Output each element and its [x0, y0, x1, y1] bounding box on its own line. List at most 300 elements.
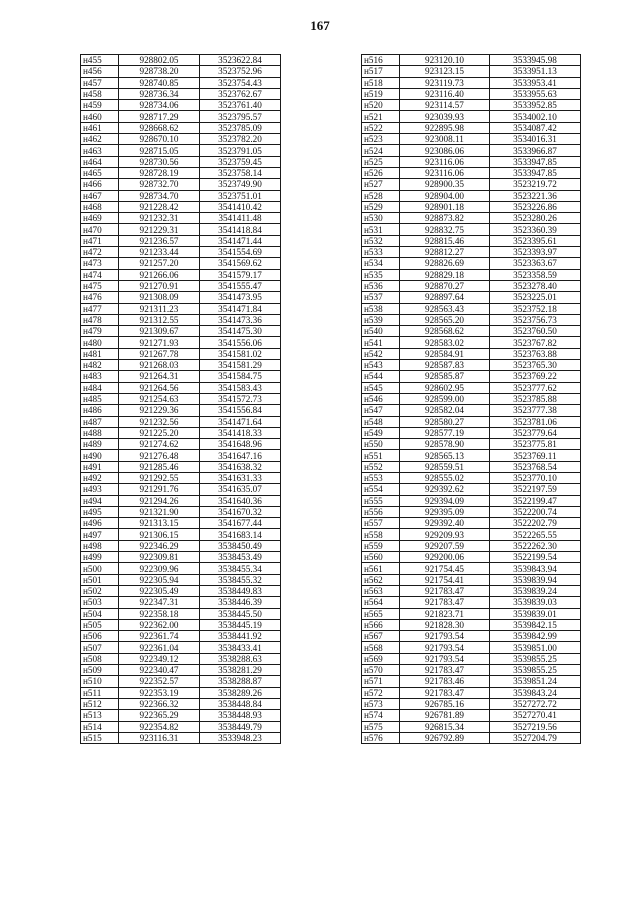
point-id: н471 — [81, 235, 119, 246]
x-coordinate: 923039.93 — [400, 111, 490, 122]
table-row — [81, 698, 281, 709]
y-coordinate: 3523768.54 — [490, 461, 581, 472]
y-coordinate: 3523754.43 — [200, 77, 281, 88]
point-id: н495 — [81, 506, 119, 517]
point-id: н463 — [81, 145, 119, 156]
table-row — [362, 213, 581, 224]
table-row — [362, 416, 581, 427]
point-id: н484 — [81, 382, 119, 393]
x-coordinate: 921306.15 — [119, 529, 200, 540]
x-coordinate: 921233.44 — [119, 247, 200, 258]
y-coordinate: 3527204.79 — [490, 732, 581, 743]
table-row — [362, 676, 581, 687]
y-coordinate: 3523760.50 — [490, 326, 581, 337]
y-coordinate: 3523770.10 — [490, 472, 581, 483]
table-row — [362, 224, 581, 235]
x-coordinate: 928563.43 — [400, 303, 490, 314]
table-row — [81, 292, 281, 303]
point-id: н575 — [362, 721, 400, 732]
point-id: н474 — [81, 269, 119, 280]
table-row — [81, 235, 281, 246]
x-coordinate: 928728.19 — [119, 167, 200, 178]
table-row — [362, 190, 581, 201]
table-row — [81, 348, 281, 359]
table-row — [81, 427, 281, 438]
x-coordinate: 928826.69 — [400, 258, 490, 269]
y-coordinate: 3522199.54 — [490, 552, 581, 563]
table-row — [81, 303, 281, 314]
y-coordinate: 3534002.10 — [490, 111, 581, 122]
table-row — [81, 653, 281, 664]
point-id: н468 — [81, 201, 119, 212]
y-coordinate: 3541677.44 — [200, 518, 281, 529]
y-coordinate: 3523226.86 — [490, 201, 581, 212]
y-coordinate: 3527219.56 — [490, 721, 581, 732]
y-coordinate: 3533955.63 — [490, 88, 581, 99]
y-coordinate: 3539842.15 — [490, 619, 581, 630]
table-row — [362, 461, 581, 472]
x-coordinate: 928668.62 — [119, 122, 200, 133]
point-id: н531 — [362, 224, 400, 235]
point-id: н505 — [81, 619, 119, 630]
x-coordinate: 921254.63 — [119, 393, 200, 404]
y-coordinate: 3538445.19 — [200, 619, 281, 630]
y-coordinate: 3522202.79 — [490, 518, 581, 529]
point-id: н525 — [362, 156, 400, 167]
point-id: н506 — [81, 631, 119, 642]
y-coordinate: 3523622.84 — [200, 55, 281, 66]
y-coordinate: 3541411.48 — [200, 213, 281, 224]
x-coordinate: 921312.55 — [119, 314, 200, 325]
table-row — [81, 190, 281, 201]
table-row — [362, 619, 581, 630]
point-id: н546 — [362, 393, 400, 404]
x-coordinate: 921268.03 — [119, 360, 200, 371]
point-id: н478 — [81, 314, 119, 325]
point-id: н460 — [81, 111, 119, 122]
x-coordinate: 929394.09 — [400, 495, 490, 506]
point-id: н538 — [362, 303, 400, 314]
table-row — [81, 224, 281, 235]
x-coordinate: 922365.29 — [119, 710, 200, 721]
table-row — [81, 134, 281, 145]
y-coordinate: 3541583.43 — [200, 382, 281, 393]
point-id: н548 — [362, 416, 400, 427]
point-id: н459 — [81, 100, 119, 111]
point-id: н455 — [81, 55, 119, 66]
y-coordinate: 3541555.47 — [200, 280, 281, 291]
y-coordinate: 3538449.83 — [200, 585, 281, 596]
x-coordinate: 921276.48 — [119, 450, 200, 461]
x-coordinate: 928555.02 — [400, 472, 490, 483]
x-coordinate: 928812.27 — [400, 247, 490, 258]
x-coordinate: 928734.70 — [119, 190, 200, 201]
table-row — [81, 619, 281, 630]
x-coordinate: 922352.57 — [119, 676, 200, 687]
table-row — [362, 326, 581, 337]
y-coordinate: 3523777.62 — [490, 382, 581, 393]
point-id: н541 — [362, 337, 400, 348]
y-coordinate: 3539843.24 — [490, 687, 581, 698]
point-id: н549 — [362, 427, 400, 438]
y-coordinate: 3523785.09 — [200, 122, 281, 133]
point-id: н457 — [81, 77, 119, 88]
table-row — [362, 393, 581, 404]
point-id: н572 — [362, 687, 400, 698]
table-row — [362, 235, 581, 246]
table-row — [81, 518, 281, 529]
y-coordinate: 3523791.05 — [200, 145, 281, 156]
x-coordinate: 922353.19 — [119, 687, 200, 698]
table-row — [362, 439, 581, 450]
point-id: н467 — [81, 190, 119, 201]
point-id: н480 — [81, 337, 119, 348]
table-row — [362, 201, 581, 212]
y-coordinate: 3523782.20 — [200, 134, 281, 145]
y-coordinate: 3539839.01 — [490, 608, 581, 619]
point-id: н547 — [362, 405, 400, 416]
point-id: н516 — [362, 55, 400, 66]
point-id: н561 — [362, 563, 400, 574]
y-coordinate: 3541471.84 — [200, 303, 281, 314]
point-id: н558 — [362, 529, 400, 540]
point-id: н564 — [362, 597, 400, 608]
point-id: н555 — [362, 495, 400, 506]
y-coordinate: 3523762.67 — [200, 88, 281, 99]
x-coordinate: 923008.11 — [400, 134, 490, 145]
table-row — [362, 134, 581, 145]
y-coordinate: 3539839.03 — [490, 597, 581, 608]
table-row — [362, 721, 581, 732]
y-coordinate: 3541473.95 — [200, 292, 281, 303]
x-coordinate: 926781.89 — [400, 710, 490, 721]
coordinates-table-left — [80, 54, 281, 744]
point-id: н567 — [362, 631, 400, 642]
point-id: н517 — [362, 66, 400, 77]
y-coordinate: 3523363.67 — [490, 258, 581, 269]
x-coordinate: 923114.57 — [400, 100, 490, 111]
table-row — [81, 77, 281, 88]
point-id: н515 — [81, 732, 119, 743]
table-row — [362, 585, 581, 596]
x-coordinate: 928738.20 — [119, 66, 200, 77]
y-coordinate: 3541418.33 — [200, 427, 281, 438]
x-coordinate: 921225.20 — [119, 427, 200, 438]
x-coordinate: 928870.27 — [400, 280, 490, 291]
y-coordinate: 3541572.73 — [200, 393, 281, 404]
y-coordinate: 3541554.69 — [200, 247, 281, 258]
x-coordinate: 921793.54 — [400, 642, 490, 653]
x-coordinate: 921828.30 — [400, 619, 490, 630]
point-id: н536 — [362, 280, 400, 291]
x-coordinate: 929395.09 — [400, 506, 490, 517]
y-coordinate: 3523393.97 — [490, 247, 581, 258]
y-coordinate: 3538288.63 — [200, 653, 281, 664]
y-coordinate: 3523752.18 — [490, 303, 581, 314]
x-coordinate: 921229.36 — [119, 405, 200, 416]
table-row — [81, 88, 281, 99]
coordinates-table-right-body — [362, 55, 581, 744]
x-coordinate: 928587.83 — [400, 360, 490, 371]
x-coordinate: 928578.90 — [400, 439, 490, 450]
point-id: н514 — [81, 721, 119, 732]
table-row — [81, 55, 281, 66]
point-id: н556 — [362, 506, 400, 517]
table-row — [81, 450, 281, 461]
y-coordinate: 3538455.34 — [200, 563, 281, 574]
table-row — [81, 439, 281, 450]
table-row — [362, 100, 581, 111]
x-coordinate: 928900.35 — [400, 179, 490, 190]
x-coordinate: 928815.46 — [400, 235, 490, 246]
x-coordinate: 922309.81 — [119, 552, 200, 563]
x-coordinate: 928568.62 — [400, 326, 490, 337]
table-row — [81, 145, 281, 156]
point-id: н472 — [81, 247, 119, 258]
point-id: н502 — [81, 585, 119, 596]
point-id: н510 — [81, 676, 119, 687]
y-coordinate: 3523767.82 — [490, 337, 581, 348]
point-id: н554 — [362, 484, 400, 495]
x-coordinate: 928802.05 — [119, 55, 200, 66]
y-coordinate: 3533948.23 — [200, 732, 281, 743]
table-row — [362, 269, 581, 280]
y-coordinate: 3539839.94 — [490, 574, 581, 585]
y-coordinate: 3522197.59 — [490, 484, 581, 495]
y-coordinate: 3523749.90 — [200, 179, 281, 190]
table-row — [81, 269, 281, 280]
x-coordinate: 922305.49 — [119, 585, 200, 596]
table-row — [81, 247, 281, 258]
point-id: н543 — [362, 360, 400, 371]
point-id: н499 — [81, 552, 119, 563]
point-id: н568 — [362, 642, 400, 653]
y-coordinate: 3523769.11 — [490, 450, 581, 461]
point-id: н520 — [362, 100, 400, 111]
x-coordinate: 922366.32 — [119, 698, 200, 709]
table-row — [81, 563, 281, 574]
x-coordinate: 921754.41 — [400, 574, 490, 585]
point-id: н518 — [362, 77, 400, 88]
x-coordinate: 921267.78 — [119, 348, 200, 359]
point-id: н535 — [362, 269, 400, 280]
y-coordinate: 3523219.72 — [490, 179, 581, 190]
x-coordinate: 928582.04 — [400, 405, 490, 416]
point-id: н544 — [362, 371, 400, 382]
x-coordinate: 921271.93 — [119, 337, 200, 348]
x-coordinate: 928897.64 — [400, 292, 490, 303]
table-row — [362, 495, 581, 506]
point-id: н522 — [362, 122, 400, 133]
x-coordinate: 929200.06 — [400, 552, 490, 563]
x-coordinate: 923086.06 — [400, 145, 490, 156]
x-coordinate: 923116.40 — [400, 88, 490, 99]
y-coordinate: 3538453.49 — [200, 552, 281, 563]
point-id: н533 — [362, 247, 400, 258]
y-coordinate: 3541584.75 — [200, 371, 281, 382]
y-coordinate: 3523779.64 — [490, 427, 581, 438]
x-coordinate: 928730.56 — [119, 156, 200, 167]
table-row — [362, 574, 581, 585]
point-id: н511 — [81, 687, 119, 698]
y-coordinate: 3541670.32 — [200, 506, 281, 517]
y-coordinate: 3541556.06 — [200, 337, 281, 348]
x-coordinate: 921783.46 — [400, 676, 490, 687]
point-id: н493 — [81, 484, 119, 495]
point-id: н461 — [81, 122, 119, 133]
point-id: н534 — [362, 258, 400, 269]
y-coordinate: 3541648.96 — [200, 439, 281, 450]
table-row — [81, 314, 281, 325]
table-row — [362, 529, 581, 540]
y-coordinate: 3523358.59 — [490, 269, 581, 280]
point-id: н483 — [81, 371, 119, 382]
y-coordinate: 3523221.36 — [490, 190, 581, 201]
point-id: н521 — [362, 111, 400, 122]
coordinates-table-left-body — [81, 55, 281, 744]
table-row — [362, 337, 581, 348]
table-row — [362, 597, 581, 608]
y-coordinate: 3523278.40 — [490, 280, 581, 291]
table-row — [81, 280, 281, 291]
table-row — [81, 416, 281, 427]
x-coordinate: 928599.00 — [400, 393, 490, 404]
point-id: н539 — [362, 314, 400, 325]
table-row — [362, 292, 581, 303]
table-row — [81, 574, 281, 585]
point-id: н476 — [81, 292, 119, 303]
y-coordinate: 3538441.92 — [200, 631, 281, 642]
x-coordinate: 921783.47 — [400, 597, 490, 608]
point-id: н482 — [81, 360, 119, 371]
point-id: н477 — [81, 303, 119, 314]
point-id: н498 — [81, 540, 119, 551]
y-coordinate: 3533947.85 — [490, 156, 581, 167]
point-id: н489 — [81, 439, 119, 450]
table-row — [362, 156, 581, 167]
x-coordinate: 921270.91 — [119, 280, 200, 291]
y-coordinate: 3538445.50 — [200, 608, 281, 619]
x-coordinate: 921311.23 — [119, 303, 200, 314]
y-coordinate: 3541556.84 — [200, 405, 281, 416]
point-id: н537 — [362, 292, 400, 303]
point-id: н487 — [81, 416, 119, 427]
x-coordinate: 929392.62 — [400, 484, 490, 495]
y-coordinate: 3533945.98 — [490, 55, 581, 66]
point-id: н485 — [81, 393, 119, 404]
x-coordinate: 928732.70 — [119, 179, 200, 190]
x-coordinate: 926785.16 — [400, 698, 490, 709]
x-coordinate: 929209.93 — [400, 529, 490, 540]
y-coordinate: 3541418.84 — [200, 224, 281, 235]
y-coordinate: 3541569.62 — [200, 258, 281, 269]
table-row — [362, 145, 581, 156]
y-coordinate: 3541640.36 — [200, 495, 281, 506]
x-coordinate: 921229.31 — [119, 224, 200, 235]
y-coordinate: 3533952.85 — [490, 100, 581, 111]
table-row — [362, 631, 581, 642]
y-coordinate: 3533953.41 — [490, 77, 581, 88]
table-row — [362, 280, 581, 291]
table-row — [362, 698, 581, 709]
x-coordinate: 923116.06 — [400, 167, 490, 178]
y-coordinate: 3541475.30 — [200, 326, 281, 337]
x-coordinate: 921232.56 — [119, 416, 200, 427]
point-id: н481 — [81, 348, 119, 359]
table-row — [362, 348, 581, 359]
x-coordinate: 922362.00 — [119, 619, 200, 630]
table-row — [81, 687, 281, 698]
table-row — [362, 484, 581, 495]
table-row — [362, 450, 581, 461]
table-row — [362, 247, 581, 258]
point-id: н532 — [362, 235, 400, 246]
y-coordinate: 3522199.47 — [490, 495, 581, 506]
y-coordinate: 3541647.16 — [200, 450, 281, 461]
x-coordinate: 921291.76 — [119, 484, 200, 495]
table-row — [81, 710, 281, 721]
y-coordinate: 3538455.32 — [200, 574, 281, 585]
table-row — [362, 314, 581, 325]
point-id: н504 — [81, 608, 119, 619]
page-number: 167 — [310, 18, 330, 33]
y-coordinate: 3523777.38 — [490, 405, 581, 416]
point-id: н500 — [81, 563, 119, 574]
point-id: н569 — [362, 653, 400, 664]
y-coordinate: 3534087.42 — [490, 122, 581, 133]
y-coordinate: 3523775.81 — [490, 439, 581, 450]
x-coordinate: 923119.73 — [400, 77, 490, 88]
x-coordinate: 921266.06 — [119, 269, 200, 280]
x-coordinate: 921257.20 — [119, 258, 200, 269]
point-id: н570 — [362, 665, 400, 676]
x-coordinate: 921228.42 — [119, 201, 200, 212]
y-coordinate: 3538281.29 — [200, 665, 281, 676]
y-coordinate: 3523225.01 — [490, 292, 581, 303]
table-row — [362, 55, 581, 66]
table-row — [362, 518, 581, 529]
x-coordinate: 926792.89 — [400, 732, 490, 743]
y-coordinate: 3539855.25 — [490, 653, 581, 664]
table-row — [81, 66, 281, 77]
table-row — [81, 337, 281, 348]
point-id: н464 — [81, 156, 119, 167]
x-coordinate: 921754.45 — [400, 563, 490, 574]
y-coordinate: 3538288.87 — [200, 676, 281, 687]
y-coordinate: 3539851.24 — [490, 676, 581, 687]
y-coordinate: 3539843.94 — [490, 563, 581, 574]
table-row — [362, 371, 581, 382]
x-coordinate: 922358.18 — [119, 608, 200, 619]
y-coordinate: 3539851.00 — [490, 642, 581, 653]
x-coordinate: 921783.47 — [400, 687, 490, 698]
y-coordinate: 3541638.32 — [200, 461, 281, 472]
point-id: н469 — [81, 213, 119, 224]
table-row — [362, 122, 581, 133]
table-row — [362, 563, 581, 574]
x-coordinate: 923116.31 — [119, 732, 200, 743]
y-coordinate: 3539839.24 — [490, 585, 581, 596]
point-id: н490 — [81, 450, 119, 461]
y-coordinate: 3523280.26 — [490, 213, 581, 224]
x-coordinate: 928873.82 — [400, 213, 490, 224]
table-row — [81, 608, 281, 619]
point-id: н486 — [81, 405, 119, 416]
point-id: н509 — [81, 665, 119, 676]
table-row — [81, 732, 281, 743]
table-row — [81, 461, 281, 472]
y-coordinate: 3527272.72 — [490, 698, 581, 709]
